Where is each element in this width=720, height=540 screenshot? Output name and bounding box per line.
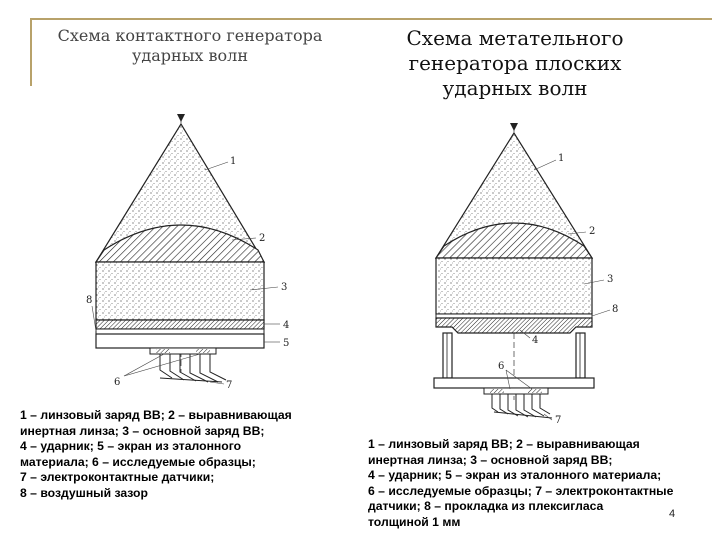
right-sample-b [528,389,542,393]
title-throwing-generator: Схема метательного генератора плоских ударных волн [406,26,624,100]
right-label-1: 1 [558,153,565,164]
left-sample-a [156,349,170,353]
left-label-3: 3 [281,282,288,293]
right-label-8: 8 [612,304,619,315]
left-label-1: 1 [230,156,237,167]
left-label-8: 8 [86,295,93,306]
caption-contact-generator: 1 – линзовый заряд ВВ; 2 – выравнивающая инертная линза; 3 – основной заряд ВВ; 4 – ударник; 5 – экран из эталонного материала; 6 – исследуемые образцы; 7 – электроконтактные датчики; 8 – воздушный зазор [20,408,292,500]
right-detonator-arrow [510,123,518,131]
left-sample-b [196,349,210,353]
left-label-2: 2 [259,233,266,244]
throwing-generator-diagram [434,123,618,426]
right-reference-screen [434,378,594,388]
right-main-charge [436,258,592,314]
right-label-3: 3 [607,274,614,285]
caption-throwing-generator: 1 – линзовый заряд ВВ; 2 – выравнивающая инертная линза; 3 – основной заряд ВВ; 4 – ударник; 5 – экран из эталонного материала; 6 – исследуемые образцы; 7 – электроконтактные датчики; 8 – прокладка из плексигласа толщиной 1 мм [368,437,674,529]
left-label-4: 4 [283,320,290,331]
left-contact-sensors [160,354,226,382]
right-label-6: 6 [498,361,505,372]
left-detonator-arrow [177,114,185,122]
right-label-4: 4 [532,335,539,346]
right-left-support [443,333,452,378]
right-sample-a [490,389,504,393]
title-contact-generator: Схема контактного генератора ударных волн [57,26,323,65]
left-label-7: 7 [226,380,233,391]
right-label-7: 7 [555,415,562,426]
left-label-5: 5 [283,338,290,349]
left-air-gap [96,329,264,334]
left-striker [96,320,264,329]
right-striker [436,318,592,333]
left-main-charge [96,262,264,320]
right-right-support [576,333,585,378]
right-contact-sensors [492,394,552,418]
left-reference-screen [96,334,264,348]
page-number: 4 [669,508,676,520]
left-label-6: 6 [114,377,121,388]
contact-generator-diagram [86,114,289,391]
right-label-2: 2 [589,226,596,237]
